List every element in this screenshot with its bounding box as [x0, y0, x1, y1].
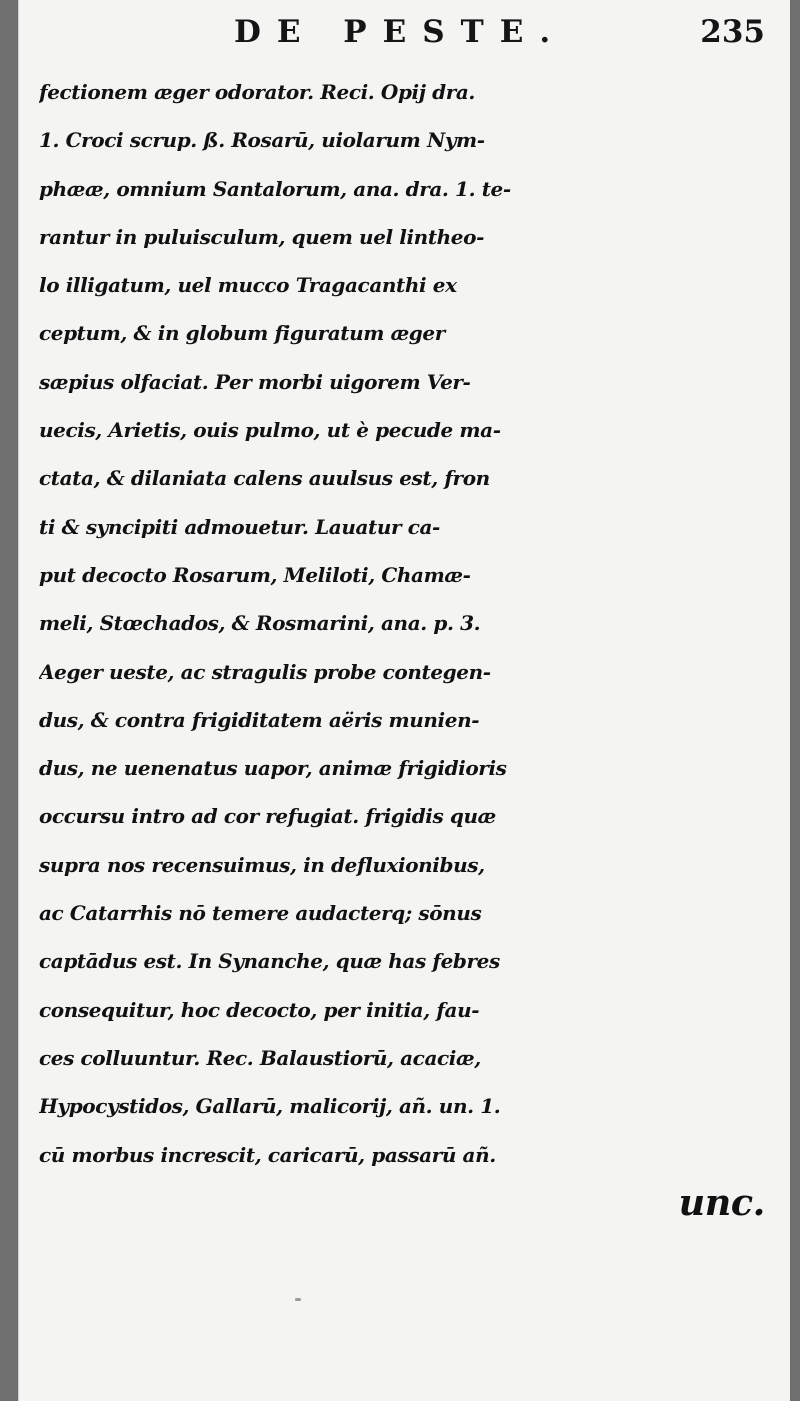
text-line: put decocto Rosarum, Meliloti, Chamæ-: [39, 562, 471, 587]
text-line: ac Catarrhis nō temere audacterq; sōnus: [39, 901, 482, 926]
catchword: unc.: [678, 1180, 765, 1224]
ink-speck: [295, 1298, 301, 1301]
text-line: ctata, & dilaniata calens auulsus est, fron: [39, 466, 490, 491]
page-number: 235: [700, 14, 765, 50]
text-line: meli, Stœchados, & Rosmarini, ana. p. 3.: [39, 611, 481, 636]
text-line: captādus est. In Synanche, quæ has febres: [39, 949, 500, 974]
page-header: [19, 14, 791, 54]
text-line: dus, & contra frigiditatem aëris munien-: [39, 707, 480, 732]
book-page: [18, 0, 790, 1401]
text-line: ces colluuntur. Rec. Balaustiorū, acaciæ,: [39, 1045, 481, 1070]
body-text: [39, 68, 779, 1227]
text-line: supra nos recensuimus, in defluxionibus,: [39, 852, 485, 877]
text-line: consequitur, hoc decocto, per initia, fau-: [39, 997, 480, 1022]
text-line: ti & syncipiti admouetur. Lauatur ca-: [39, 514, 440, 539]
text-line: lo illigatum, uel mucco Tragacanthi ex: [39, 273, 457, 298]
text-line: 1. Croci scrup. ß. Rosarū, uiolarum Nym-: [39, 128, 485, 153]
text-line: occursu intro ad cor refugiat. frigidis quæ: [39, 804, 496, 829]
text-line: dus, ne uenenatus uapor, animæ frigidioris: [39, 756, 507, 781]
text-line: rantur in puluisculum, quem uel lintheo-: [39, 224, 484, 249]
text-line: ceptum, & in globum figuratum æger: [39, 321, 445, 346]
text-line: phææ, omnium Santalorum, ana. dra. 1. te-: [39, 176, 511, 201]
text-line: cū morbus increscit, caricarū, passarū añ.: [39, 1142, 496, 1167]
text-line: uecis, Arietis, ouis pulmo, ut è pecude ma-: [39, 418, 501, 443]
text-line: sæpius olfaciat. Per morbi uigorem Ver-: [39, 369, 471, 394]
running-title: DE PESTE.: [234, 14, 567, 50]
text-line: Aeger ueste, ac stragulis probe contegen-: [39, 659, 491, 684]
text-line: Hypocystidos, Gallarū, malicorij, añ. un. 1.: [39, 1094, 501, 1119]
text-line: fectionem æger odorator. Reci. Opij dra.: [39, 80, 475, 104]
